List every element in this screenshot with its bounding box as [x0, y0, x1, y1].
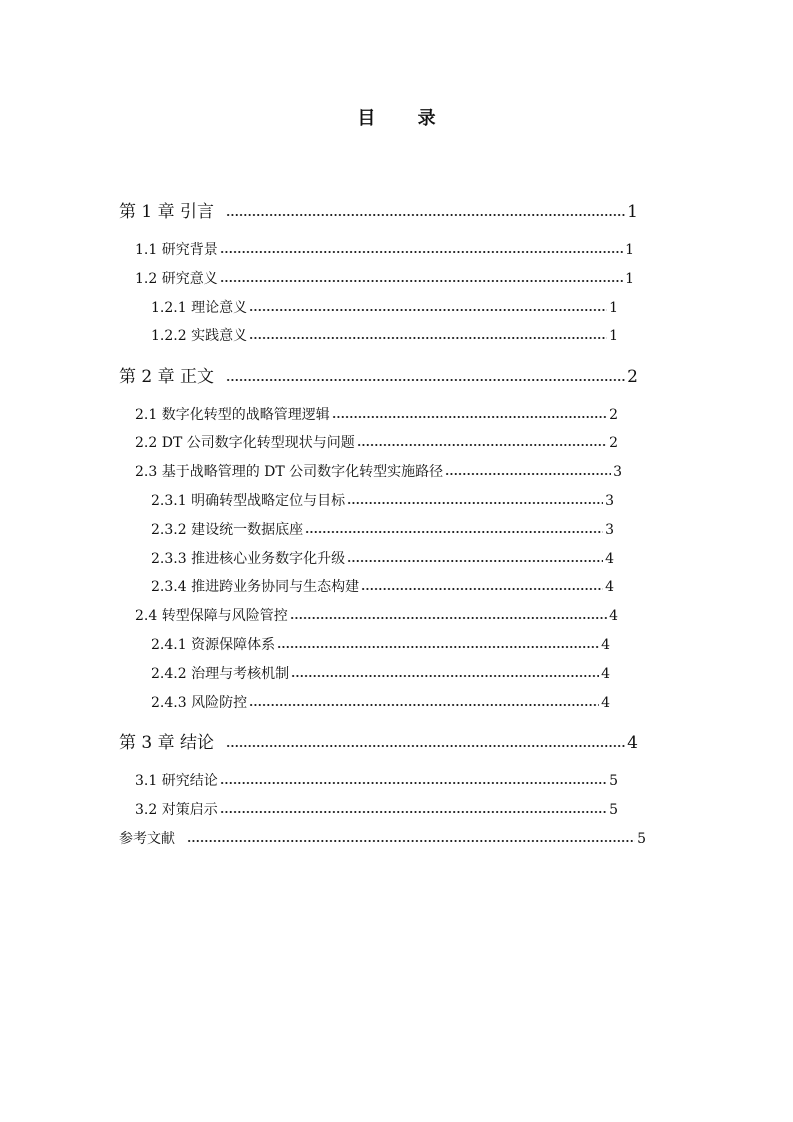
toc-entry-label: 3.2 对策启示 — [135, 802, 218, 818]
toc-entry-page: 1 — [625, 242, 634, 258]
toc-entry-label: 2.4 转型保障与风险管控 — [135, 608, 288, 624]
dot-leader — [305, 530, 603, 534]
toc-entry-page: 2 — [627, 367, 638, 387]
toc-entry-page: 4 — [601, 695, 610, 711]
toc-entry-page: 2 — [609, 435, 618, 451]
toc-entry-page: 1 — [609, 328, 618, 344]
dot-leader — [347, 559, 603, 563]
dot-leader — [361, 587, 603, 591]
toc-entry-page: 1 — [609, 300, 618, 316]
toc-entry[interactable] — [151, 298, 618, 318]
toc-entry-label: 2.4.3 风险防控 — [151, 695, 248, 711]
toc-entry-chapter-1[interactable] — [119, 201, 638, 223]
toc-entry-page: 3 — [605, 493, 614, 509]
dot-leader — [187, 839, 635, 843]
toc-entry-label: 3.1 研究结论 — [135, 773, 218, 789]
toc-entry[interactable] — [151, 693, 610, 713]
toc-entry-label: 2.4.1 资源保障体系 — [151, 637, 276, 653]
toc-entry-label: 1.1 研究背景 — [135, 242, 218, 258]
toc-entry-label: 1.2.2 实践意义 — [151, 328, 248, 344]
dot-leader — [332, 415, 607, 419]
toc-entry[interactable] — [151, 635, 610, 655]
dot-leader — [220, 781, 607, 785]
toc-entry-page: 4 — [605, 579, 614, 595]
toc-entry[interactable] — [135, 606, 618, 626]
toc-entry-page: 4 — [601, 637, 610, 653]
toc-entry-page: 4 — [609, 608, 618, 624]
toc-entry-label: 2.4.2 治理与考核机制 — [151, 666, 290, 682]
dot-leader — [220, 250, 623, 254]
toc-entry-page: 3 — [613, 464, 622, 480]
toc-entry[interactable] — [151, 520, 614, 540]
toc-entry-label: 第 2 章 正文 — [119, 367, 215, 387]
toc-entry-page: 2 — [609, 407, 618, 423]
toc-entry[interactable] — [151, 491, 614, 511]
toc-entry[interactable] — [135, 269, 634, 289]
toc-entry[interactable] — [151, 549, 614, 569]
toc-entry-references[interactable] — [119, 829, 646, 849]
toc-entry-page: 5 — [609, 802, 618, 818]
toc-entry-page: 4 — [605, 551, 614, 567]
dot-leader — [226, 744, 625, 748]
toc-entry-chapter-3[interactable] — [119, 732, 638, 754]
toc-entry-label: 2.3 基于战略管理的 DT 公司数字化转型实施路径 — [135, 464, 444, 480]
toc-entry[interactable] — [135, 771, 618, 791]
toc-entry-page: 5 — [637, 831, 646, 847]
toc-entry-page: 3 — [605, 522, 614, 538]
toc-entry[interactable] — [135, 405, 618, 425]
dot-leader — [445, 472, 611, 476]
toc-entry[interactable] — [135, 800, 618, 820]
toc-entry[interactable] — [151, 664, 610, 684]
toc-entry-label: 1.2.1 理论意义 — [151, 300, 248, 316]
dot-leader — [357, 443, 607, 447]
toc-entry-label: 第 1 章 引言 — [119, 202, 215, 222]
toc-entry[interactable] — [135, 462, 622, 482]
dot-leader — [347, 501, 603, 505]
toc-entry-page: 5 — [609, 773, 618, 789]
toc-entry-label: 2.3.1 明确转型战略定位与目标 — [151, 493, 346, 509]
toc-entry-page: 4 — [601, 666, 610, 682]
toc-entry-label: 2.2 DT 公司数字化转型现状与问题 — [135, 435, 355, 451]
dot-leader — [249, 703, 599, 707]
toc-title: 目 录 — [357, 108, 454, 129]
toc-entry[interactable] — [135, 240, 634, 260]
toc-entry-label: 2.1 数字化转型的战略管理逻辑 — [135, 407, 330, 423]
toc-entry-page: 4 — [627, 733, 638, 753]
toc-entry-label: 2.3.3 推进核心业务数字化升级 — [151, 551, 346, 567]
toc-entry-label: 2.3.4 推进跨业务协同与生态构建 — [151, 579, 360, 595]
dot-leader — [226, 213, 625, 217]
dot-leader — [226, 378, 625, 382]
dot-leader — [220, 810, 607, 814]
toc-entry-label: 2.3.2 建设统一数据底座 — [151, 522, 304, 538]
dot-leader — [220, 279, 623, 283]
toc-entry-label: 参考文献 — [119, 831, 175, 847]
toc-entry[interactable] — [151, 326, 618, 346]
toc-entry[interactable] — [135, 433, 618, 453]
toc-entry-label: 1.2 研究意义 — [135, 271, 218, 287]
dot-leader — [249, 336, 607, 340]
dot-leader — [249, 308, 607, 312]
dot-leader — [290, 616, 607, 620]
toc-entry-page: 1 — [627, 202, 638, 222]
toc-entry-label: 第 3 章 结论 — [119, 733, 215, 753]
dot-leader — [277, 645, 599, 649]
toc-entry[interactable] — [151, 577, 614, 597]
toc-entry-page: 1 — [625, 271, 634, 287]
toc-entry-chapter-2[interactable] — [119, 366, 638, 388]
dot-leader — [291, 674, 599, 678]
